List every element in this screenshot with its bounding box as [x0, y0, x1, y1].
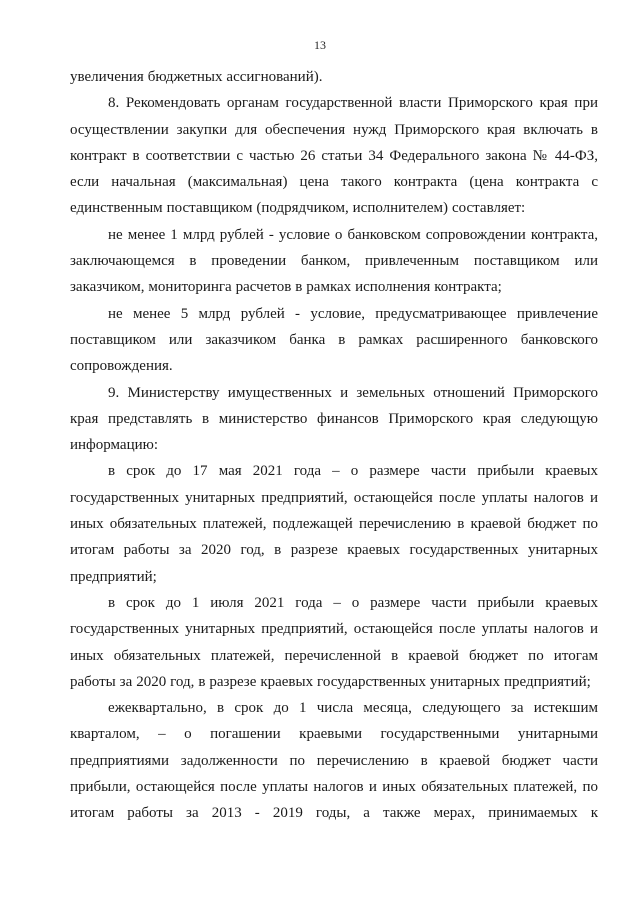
paragraph-item-8: 8. Рекомендовать органам государственной власти Приморского края при осуществлении закупки для обеспечения нужд Приморского края включать в контракт в соответствии с частью 26 статьи 34 Федерального закона № 44-ФЗ, если начальная (максимальная) цена такого контракта (цена контракта с единственным поставщиком (подрядчиком, исполнителем) составляет:	[70, 95, 598, 217]
paragraph-continuation: увеличения бюджетных ассигнований).	[70, 69, 323, 85]
paragraph-deadline-july: в срок до 1 июля 2021 года – о размере части прибыли краевых государственных унитарных предприятий, остающейся после уплаты налогов и иных обязательных платежей, перечисленной в краевой бюджет по итогам работы за 2020 год, в разрезе краевых государственных унитарных предприятий;	[70, 594, 598, 690]
paragraph-item-9: 9. Министерству имущественных и земельных отношений Приморского края представлять в министерство финансов Приморского края следующую информацию:	[70, 384, 598, 454]
paragraph-deadline-may: в срок до 17 мая 2021 года – о размере части прибыли краевых государственных унитарных предприятий, остающейся после уплаты налогов и иных обязательных платежей, подлежащей перечислению в краевой бюджет по итогам работы за 2020 год, в разрезе краевых государственных унитарных предприятий;	[70, 463, 598, 585]
paragraph-condition-5-billion: не менее 5 млрд рублей - условие, предусматривающее привлечение поставщиком или заказчиком банка в рамках расширенного банковского сопровождения.	[70, 305, 598, 375]
paragraph-condition-1-billion: не менее 1 млрд рублей - условие о банковском сопровождении контракта, заключающемся в проведении банком, привлеченным поставщиком или заказчиком, мониторинга расчетов в рамках исполнения контракта;	[70, 226, 598, 296]
paragraph-quarterly: ежеквартально, в срок до 1 числа месяца, следующего за истекшим кварталом, – о погашении краевыми государственными унитарными предприятиями задолженности по перечислению в краевой бюджет части прибыли, остающейся после уплаты налогов и иных обязательных платежей, по итогам работы за 2013 - 2019 годы, а также мерах, принимаемых к	[70, 700, 598, 822]
page-number: 13	[314, 38, 326, 52]
document-body	[70, 64, 598, 827]
